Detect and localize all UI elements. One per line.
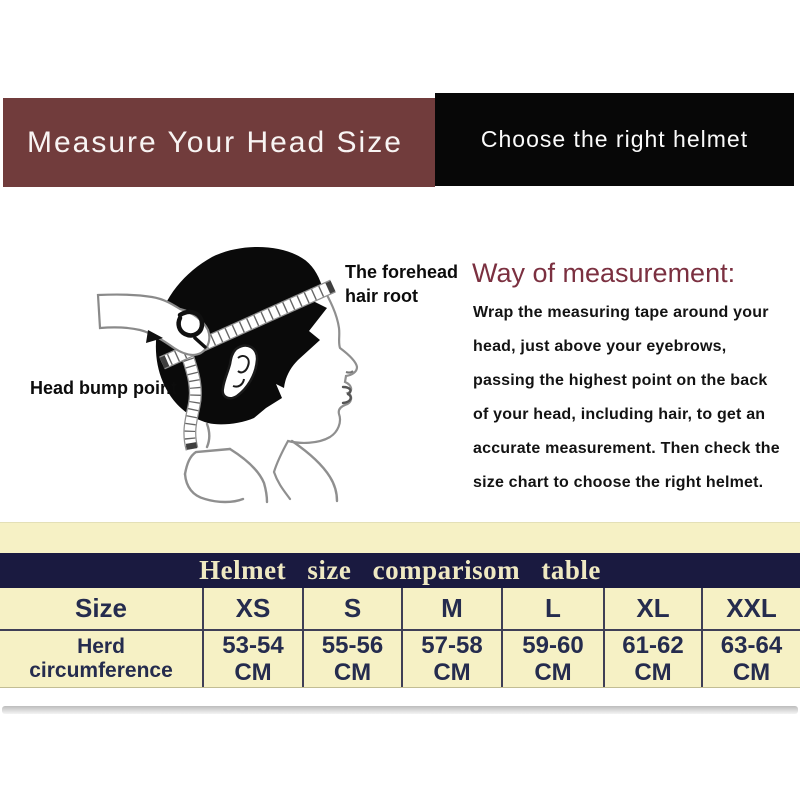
header-cell-xl: XL (605, 588, 703, 629)
neck-and-collar-lines (185, 424, 337, 502)
table-top-strip (0, 523, 800, 553)
banner-measure-head-size (3, 98, 435, 187)
value-unit: CM (732, 659, 771, 686)
value-range: 63-64 (720, 632, 783, 659)
row-label-line2: circumference (29, 659, 173, 682)
value-range: 61-62 (622, 632, 684, 659)
value-range: 53-54 (222, 632, 284, 659)
forehead-hair-root-label (345, 260, 458, 308)
value-cell-s (304, 631, 403, 687)
header-cell-l: L (503, 588, 605, 629)
instruction-line-5: accurate measurement. Then check the (473, 440, 780, 457)
header-cell-xs: XS (204, 588, 304, 629)
header-cell-size: Size (0, 588, 204, 629)
banner-choose-helmet (435, 93, 794, 186)
lips (343, 387, 351, 403)
instruction-line-3: passing the highest point on the back (473, 372, 768, 389)
value-range: 59-60 (522, 632, 584, 659)
header-cell-s: S (304, 588, 403, 629)
value-unit: CM (234, 659, 272, 686)
instruction-line-4: of your head, including hair, to get an (473, 406, 766, 423)
banner-right-title: Choose the right helmet (480, 126, 749, 152)
value-unit: CM (433, 659, 471, 686)
value-cell-xl (605, 631, 703, 687)
measurement-instructions (473, 296, 780, 500)
size-table-data-row (0, 631, 800, 687)
value-cell-l (503, 631, 605, 687)
value-range: 57-58 (421, 632, 483, 659)
nostril-line (346, 371, 353, 373)
row-label-line1: Herd (77, 635, 125, 658)
row-label-head-circumference (0, 631, 204, 687)
head-bump-point-label: Head bump point (30, 378, 177, 398)
header-cell-m: M (403, 588, 503, 629)
size-table-header-row (0, 588, 800, 631)
way-of-measurement-heading: Way of measurement: (472, 258, 736, 288)
helmet-size-table (0, 522, 800, 688)
value-range: 55-56 (321, 632, 384, 659)
value-unit: CM (634, 659, 672, 686)
size-table-title-bar (0, 553, 800, 588)
value-cell-xxl (703, 631, 800, 687)
value-cell-xs (204, 631, 304, 687)
forehead-label-line1: The forehead (345, 262, 459, 282)
instruction-line-6: size chart to choose the right helmet. (473, 474, 764, 491)
forehead-label-line2: hair root (345, 286, 419, 306)
instruction-line-1: Wrap the measuring tape around your (473, 304, 769, 321)
size-table-title: Helmet size comparisom table (199, 555, 601, 585)
value-unit: CM (534, 659, 572, 686)
instruction-line-2: head, just above your eyebrows, (473, 338, 727, 355)
table-drop-shadow (2, 706, 798, 714)
value-unit: CM (333, 659, 372, 686)
header-cell-xxl: XXL (726, 593, 777, 623)
value-cell-m (403, 631, 503, 687)
banner-left-title: Measure Your Head Size (27, 125, 403, 159)
head-measurement-diagram (80, 240, 370, 510)
